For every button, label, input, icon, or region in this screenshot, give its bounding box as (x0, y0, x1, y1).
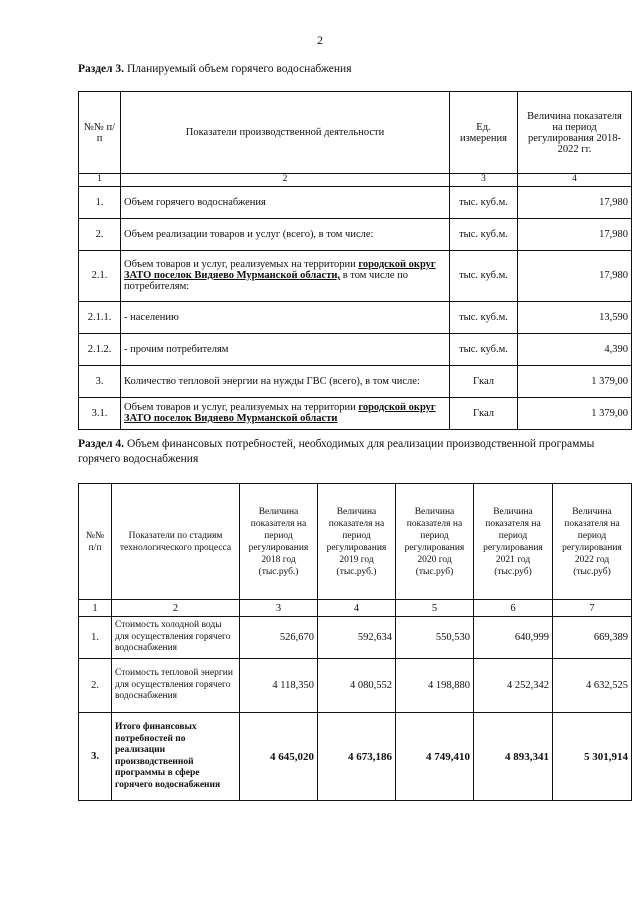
colnum: 7 (553, 600, 632, 617)
colnum: 5 (396, 600, 474, 617)
row-unit: Гкал (450, 365, 518, 397)
table-row (79, 365, 632, 397)
value-2021: 4 893,341 (474, 713, 553, 801)
row-num: 2. (79, 659, 112, 713)
municipality-name: городской округ ЗАТО поселок Видяево Мурманской области (124, 402, 436, 424)
header-indicator: Показатели по стадиям технологического процесса (112, 484, 240, 600)
row-name: Стоимость холодной воды для осуществления горячего водоснабжения (112, 617, 240, 659)
row-name: Итого финансовых потребностей по реализации производственной программы в сфере горячего водоснабжения (112, 713, 240, 801)
header-2022: Величина показателя на период регулирования 2022 год (тыс.руб) (553, 484, 632, 600)
value-2021: 4 252,342 (474, 659, 553, 713)
value-2018: 4 645,020 (240, 713, 318, 801)
colnum: 2 (121, 174, 450, 187)
row-num: 1. (79, 617, 112, 659)
header-indicator: Показатели производственной деятельности (121, 92, 450, 174)
value-2019: 4 080,552 (318, 659, 396, 713)
section3-heading (78, 62, 352, 77)
row-value: 17,980 (518, 186, 632, 218)
table-row (79, 659, 632, 713)
row-name: - прочим потребителям (121, 333, 450, 365)
column-number-row (79, 600, 632, 617)
row-unit: тыс. куб.м. (450, 218, 518, 250)
section4-label: Раздел 4. (78, 438, 125, 450)
row-unit: тыс. куб.м. (450, 250, 518, 301)
header-num: №№ п/п (79, 484, 112, 600)
row-name: Объем горячего водоснабжения (121, 186, 450, 218)
row-num: 2.1. (79, 250, 121, 301)
row-name: Стоимость тепловой энергии для осуществления горячего водоснабжения (112, 659, 240, 713)
section4-heading (78, 437, 631, 467)
section3-table (78, 91, 632, 430)
row-num: 3. (79, 713, 112, 801)
table-header-row (79, 92, 632, 174)
value-2022: 669,389 (553, 617, 632, 659)
value-2020: 4 198,880 (396, 659, 474, 713)
table-row (79, 397, 632, 429)
value-2021: 640,999 (474, 617, 553, 659)
header-num: №№ п/п (79, 92, 121, 174)
colnum: 3 (240, 600, 318, 617)
row-unit: тыс. куб.м. (450, 301, 518, 333)
row-name (121, 250, 450, 301)
table-row (79, 301, 632, 333)
row-name-part: в том числе по потребителям: (124, 270, 408, 292)
row-num: 2.1.1. (79, 301, 121, 333)
row-value: 4,390 (518, 333, 632, 365)
header-2021: Величина показателя на период регулирования 2021 год (тыс.руб) (474, 484, 553, 600)
colnum: 6 (474, 600, 553, 617)
value-2019: 592,634 (318, 617, 396, 659)
table-row (79, 218, 632, 250)
row-name (121, 397, 450, 429)
header-2019: Величина показателя на период регулирования 2019 год (тыс.руб.) (318, 484, 396, 600)
section4-table (78, 483, 632, 801)
table-row (79, 617, 632, 659)
row-unit: Гкал (450, 397, 518, 429)
colnum: 4 (518, 174, 632, 187)
value-2020: 550,530 (396, 617, 474, 659)
row-name: Количество тепловой энергии на нужды ГВС (всего), в том числе: (121, 365, 450, 397)
value-2022: 5 301,914 (553, 713, 632, 801)
table-row (79, 250, 632, 301)
row-value: 1 379,00 (518, 365, 632, 397)
municipality-name: городской округ ЗАТО поселок Видяево Мурманской области, (124, 259, 436, 281)
value-2019: 4 673,186 (318, 713, 396, 801)
colnum: 4 (318, 600, 396, 617)
row-value: 13,590 (518, 301, 632, 333)
value-2022: 4 632,525 (553, 659, 632, 713)
page-number: 2 (317, 33, 323, 47)
header-unit: Ед. измерения (450, 92, 518, 174)
row-num: 1. (79, 186, 121, 218)
section3-title: Планируемый объем горячего водоснабжения (126, 63, 352, 75)
header-2020: Величина показателя на период регулирования 2020 год (тыс.руб) (396, 484, 474, 600)
section4-title: Объем финансовых потребностей, необходимых для реализации производственной программы горячего водоснабжения (78, 438, 595, 465)
value-2020: 4 749,410 (396, 713, 474, 801)
row-unit: тыс. куб.м. (450, 333, 518, 365)
row-name-part: Объем товаров и услуг, реализуемых на территории (124, 259, 359, 270)
section3-label: Раздел 3. (78, 63, 125, 75)
colnum: 3 (450, 174, 518, 187)
colnum: 1 (79, 600, 112, 617)
row-name: Объем реализации товаров и услуг (всего), в том числе: (121, 218, 450, 250)
row-value: 17,980 (518, 218, 632, 250)
table-row-total (79, 713, 632, 801)
column-number-row (79, 174, 632, 187)
row-num: 3.1. (79, 397, 121, 429)
row-value: 1 379,00 (518, 397, 632, 429)
colnum: 1 (79, 174, 121, 187)
row-value: 17,980 (518, 250, 632, 301)
row-name: - населению (121, 301, 450, 333)
value-2018: 4 118,350 (240, 659, 318, 713)
row-name-part: Объем товаров и услуг, реализуемых на территории (124, 402, 359, 413)
row-unit: тыс. куб.м. (450, 186, 518, 218)
row-num: 2.1.2. (79, 333, 121, 365)
header-value: Величина показателя на период регулирования 2018-2022 гг. (518, 92, 632, 174)
header-2018: Величина показателя на период регулирования 2018 год (тыс.руб.) (240, 484, 318, 600)
table-row (79, 186, 632, 218)
colnum: 2 (112, 600, 240, 617)
row-num: 3. (79, 365, 121, 397)
table-row (79, 333, 632, 365)
table-header-row (79, 484, 632, 600)
value-2018: 526,670 (240, 617, 318, 659)
row-num: 2. (79, 218, 121, 250)
